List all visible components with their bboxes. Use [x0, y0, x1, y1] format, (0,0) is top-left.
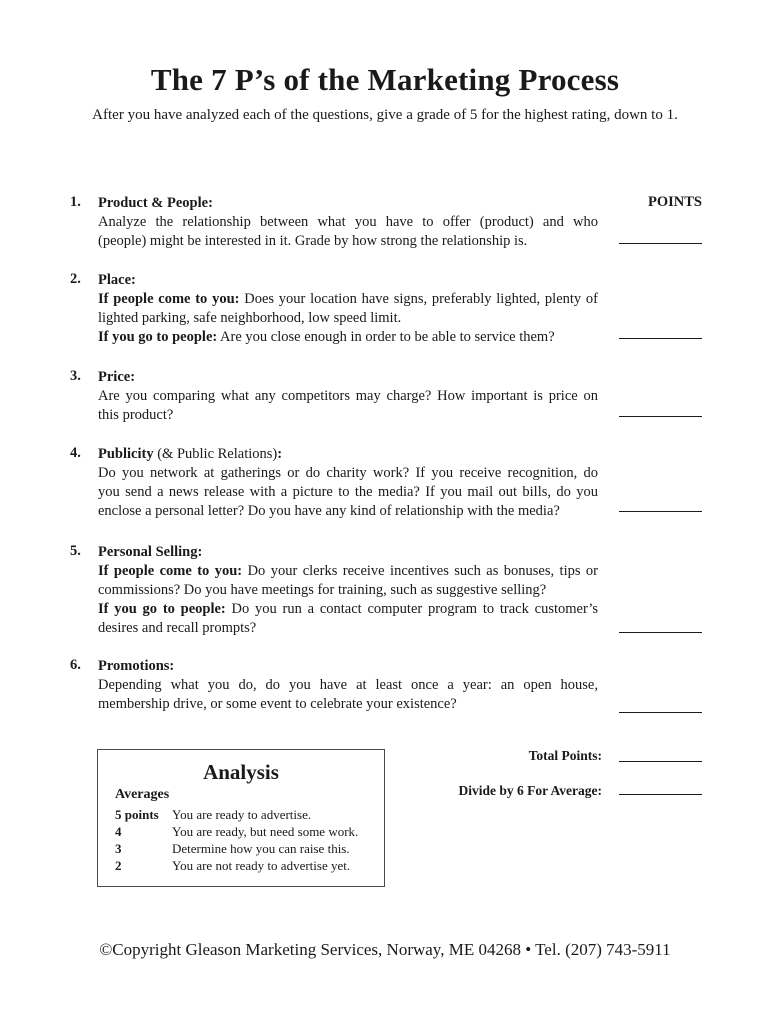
instructions: After you have analyzed each of the questions, give a grade of 5 for the highest rating, down to 1. [92, 107, 678, 123]
item-number: 3. [70, 368, 81, 384]
page-title: The 7 P’s of the Marketing Process [150, 62, 620, 97]
item-text-line: desires and recall prompts? [98, 620, 257, 636]
item-text: Do your clerks receive incentives such as bonuses, tips or [242, 563, 599, 579]
go-to-people-label: If you go to people: [98, 601, 226, 617]
item-number: 4. [70, 445, 81, 461]
analysis-title: Analysis [203, 760, 279, 784]
item-heading: Place: [98, 272, 136, 288]
average-score: 5 points [115, 807, 159, 822]
points-field-5[interactable] [619, 632, 702, 633]
total-points-field[interactable] [619, 761, 702, 762]
item-number: 2. [70, 271, 81, 287]
item-heading: Price: [98, 369, 136, 385]
item-publicity [98, 445, 598, 521]
averages-label: Averages [115, 787, 170, 802]
item-heading: Personal Selling: [98, 544, 203, 560]
divide-average-label: Divide by 6 For Average: [458, 783, 602, 798]
average-field[interactable] [619, 794, 702, 795]
item-text-line: Do you network at gatherings or do charity work? If you receive recognition, do [98, 465, 598, 481]
points-field-2[interactable] [619, 338, 702, 339]
item-text-line: membership drive, or some event to celebrate your existence? [98, 696, 457, 712]
item-text-line: lighted parking, safe neighborhood, low speed limit. [98, 310, 402, 326]
copyright-footer: ©Copyright Gleason Marketing Services, Norway, ME 04268 • Tel. (207) 743-5911 [99, 940, 671, 959]
come-to-you-label: If people come to you: [98, 291, 240, 307]
item-text-line: Depending what you do, do you have at least once a year: an open house, [98, 677, 598, 693]
item-heading: Product & People: [98, 195, 213, 211]
item-promotions [98, 657, 598, 714]
points-field-6[interactable] [619, 712, 702, 713]
item-text-line [98, 562, 598, 581]
average-description: Determine how you can raise this. [172, 841, 350, 856]
item-heading: Publicity [98, 446, 154, 462]
item-text-line: commissions? Do you have meetings for training, such as suggestive selling? [98, 582, 547, 598]
item-personal-selling [98, 543, 598, 638]
average-score: 4 [115, 824, 122, 839]
total-points-label: Total Points: [528, 748, 602, 763]
points-field-1[interactable] [619, 243, 702, 244]
item-price [98, 368, 598, 425]
item-text-line: Are you comparing what any competitors may charge? How important is price on [98, 388, 598, 404]
item-heading-line [98, 445, 598, 464]
average-description: You are ready to advertise. [172, 807, 312, 822]
average-score: 3 [115, 841, 122, 856]
go-to-people-label: If you go to people: [98, 329, 218, 345]
item-text-line: enclose a personal letter? Do you have any kind of relationship with the media? [98, 503, 560, 519]
item-text-line: (people) might be interested in it. Grade by how strong the relationship is. [98, 233, 528, 249]
average-description: You are ready, but need some work. [172, 824, 359, 839]
item-text-line: this product? [98, 407, 174, 423]
come-to-you-label: If people come to you: [98, 563, 243, 579]
item-heading: Promotions: [98, 658, 175, 674]
item-place [98, 271, 598, 347]
points-column-header: POINTS [648, 194, 702, 210]
points-field-3[interactable] [619, 416, 702, 417]
item-product-people [98, 194, 598, 251]
item-text: Does your location have signs, preferably lighted, plenty of [239, 291, 599, 307]
item-heading-colon: : [277, 446, 283, 462]
item-text-line [98, 600, 598, 619]
average-description: You are not ready to advertise yet. [172, 858, 351, 873]
item-text-line: you send a news release with a picture to the media? If you mail out bills, do you [98, 484, 598, 500]
item-number: 6. [70, 657, 81, 673]
item-text: Are you close enough in order to be able to service them? [217, 329, 555, 345]
average-score: 2 [115, 858, 122, 873]
item-text: Do you run a contact computer program to track customer’s [225, 601, 598, 617]
item-heading-suffix: (& Public Relations) [153, 446, 278, 462]
item-text-line: Analyze the relationship between what you have to offer (product) and who [98, 214, 598, 230]
item-number: 5. [70, 543, 81, 559]
points-field-4[interactable] [619, 511, 702, 512]
item-text-line [98, 290, 598, 309]
item-text-line [98, 328, 598, 347]
item-number: 1. [70, 194, 81, 210]
